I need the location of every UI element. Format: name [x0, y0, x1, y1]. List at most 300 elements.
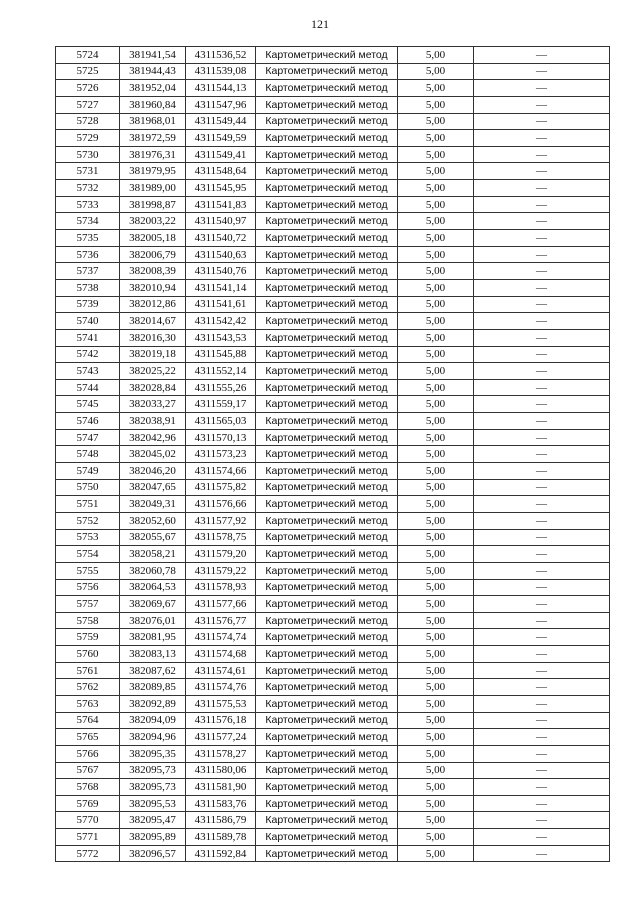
y-coordinate-cell: 4311577,66	[186, 596, 256, 613]
table-row	[56, 729, 610, 746]
description-cell: —	[474, 47, 610, 64]
point-number-cell: 5728	[56, 113, 120, 130]
x-coordinate-cell: 382012,86	[120, 296, 186, 313]
point-number-cell: 5770	[56, 812, 120, 829]
x-coordinate-cell: 382081,95	[120, 629, 186, 646]
x-coordinate-cell: 382095,73	[120, 779, 186, 796]
accuracy-cell: 5,00	[398, 829, 474, 846]
x-coordinate-cell: 382052,60	[120, 512, 186, 529]
accuracy-cell: 5,00	[398, 579, 474, 596]
method-cell: Картометрический метод	[256, 163, 398, 180]
accuracy-cell: 5,00	[398, 396, 474, 413]
table-row	[56, 47, 610, 64]
description-cell: —	[474, 463, 610, 480]
x-coordinate-cell: 382006,79	[120, 246, 186, 263]
y-coordinate-cell: 4311540,72	[186, 230, 256, 247]
point-number-cell: 5764	[56, 712, 120, 729]
method-cell: Картометрический метод	[256, 413, 398, 430]
y-coordinate-cell: 4311592,84	[186, 845, 256, 862]
table-row	[56, 579, 610, 596]
y-coordinate-cell: 4311541,61	[186, 296, 256, 313]
table-row	[56, 546, 610, 563]
accuracy-cell: 5,00	[398, 230, 474, 247]
table-row	[56, 113, 610, 130]
method-cell: Картометрический метод	[256, 529, 398, 546]
accuracy-cell: 5,00	[398, 695, 474, 712]
x-coordinate-cell: 382014,67	[120, 313, 186, 330]
y-coordinate-cell: 4311541,14	[186, 279, 256, 296]
y-coordinate-cell: 4311539,08	[186, 63, 256, 80]
accuracy-cell: 5,00	[398, 130, 474, 147]
method-cell: Картометрический метод	[256, 779, 398, 796]
point-number-cell: 5740	[56, 313, 120, 330]
table-row	[56, 263, 610, 280]
y-coordinate-cell: 4311586,79	[186, 812, 256, 829]
method-cell: Картометрический метод	[256, 562, 398, 579]
point-number-cell: 5750	[56, 479, 120, 496]
table-row	[56, 479, 610, 496]
point-number-cell: 5765	[56, 729, 120, 746]
accuracy-cell: 5,00	[398, 845, 474, 862]
x-coordinate-cell: 381989,00	[120, 180, 186, 197]
description-cell: —	[474, 429, 610, 446]
point-number-cell: 5772	[56, 845, 120, 862]
method-cell: Картометрический метод	[256, 695, 398, 712]
x-coordinate-cell: 382083,13	[120, 646, 186, 663]
point-number-cell: 5761	[56, 662, 120, 679]
table-row	[56, 829, 610, 846]
method-cell: Картометрический метод	[256, 379, 398, 396]
description-cell: —	[474, 612, 610, 629]
description-cell: —	[474, 679, 610, 696]
y-coordinate-cell: 4311559,17	[186, 396, 256, 413]
table-row	[56, 146, 610, 163]
table-row	[56, 812, 610, 829]
x-coordinate-cell: 382094,96	[120, 729, 186, 746]
table-row	[56, 429, 610, 446]
table-row	[56, 695, 610, 712]
table-row	[56, 80, 610, 97]
x-coordinate-cell: 382087,62	[120, 662, 186, 679]
y-coordinate-cell: 4311547,96	[186, 96, 256, 113]
point-number-cell: 5769	[56, 795, 120, 812]
table-row	[56, 163, 610, 180]
point-number-cell: 5742	[56, 346, 120, 363]
description-cell: —	[474, 313, 610, 330]
accuracy-cell: 5,00	[398, 329, 474, 346]
y-coordinate-cell: 4311578,75	[186, 529, 256, 546]
table-row	[56, 496, 610, 513]
accuracy-cell: 5,00	[398, 596, 474, 613]
method-cell: Картометрический метод	[256, 446, 398, 463]
point-number-cell: 5725	[56, 63, 120, 80]
accuracy-cell: 5,00	[398, 313, 474, 330]
accuracy-cell: 5,00	[398, 496, 474, 513]
y-coordinate-cell: 4311575,82	[186, 479, 256, 496]
accuracy-cell: 5,00	[398, 213, 474, 230]
description-cell: —	[474, 379, 610, 396]
accuracy-cell: 5,00	[398, 63, 474, 80]
accuracy-cell: 5,00	[398, 363, 474, 380]
method-cell: Картометрический метод	[256, 812, 398, 829]
description-cell: —	[474, 779, 610, 796]
accuracy-cell: 5,00	[398, 196, 474, 213]
x-coordinate-cell: 382095,53	[120, 795, 186, 812]
point-number-cell: 5767	[56, 762, 120, 779]
method-cell: Картометрический метод	[256, 113, 398, 130]
method-cell: Картометрический метод	[256, 263, 398, 280]
table-body	[56, 47, 610, 862]
method-cell: Картометрический метод	[256, 180, 398, 197]
point-number-cell: 5755	[56, 562, 120, 579]
point-number-cell: 5751	[56, 496, 120, 513]
y-coordinate-cell: 4311565,03	[186, 413, 256, 430]
x-coordinate-cell: 382005,18	[120, 230, 186, 247]
method-cell: Картометрический метод	[256, 546, 398, 563]
accuracy-cell: 5,00	[398, 180, 474, 197]
page-number: 121	[311, 17, 329, 31]
table-row	[56, 446, 610, 463]
accuracy-cell: 5,00	[398, 745, 474, 762]
x-coordinate-cell: 382060,78	[120, 562, 186, 579]
point-number-cell: 5756	[56, 579, 120, 596]
accuracy-cell: 5,00	[398, 379, 474, 396]
method-cell: Картометрический метод	[256, 363, 398, 380]
y-coordinate-cell: 4311545,88	[186, 346, 256, 363]
point-number-cell: 5758	[56, 612, 120, 629]
method-cell: Картометрический метод	[256, 80, 398, 97]
description-cell: —	[474, 829, 610, 846]
method-cell: Картометрический метод	[256, 130, 398, 147]
description-cell: —	[474, 479, 610, 496]
point-number-cell: 5741	[56, 329, 120, 346]
y-coordinate-cell: 4311575,53	[186, 695, 256, 712]
point-number-cell: 5744	[56, 379, 120, 396]
point-number-cell: 5734	[56, 213, 120, 230]
y-coordinate-cell: 4311542,42	[186, 313, 256, 330]
x-coordinate-cell: 382045,02	[120, 446, 186, 463]
x-coordinate-cell: 382046,20	[120, 463, 186, 480]
method-cell: Картометрический метод	[256, 762, 398, 779]
x-coordinate-cell: 382028,84	[120, 379, 186, 396]
x-coordinate-cell: 382095,47	[120, 812, 186, 829]
accuracy-cell: 5,00	[398, 729, 474, 746]
description-cell: —	[474, 96, 610, 113]
point-number-cell: 5745	[56, 396, 120, 413]
accuracy-cell: 5,00	[398, 562, 474, 579]
y-coordinate-cell: 4311549,41	[186, 146, 256, 163]
description-cell: —	[474, 346, 610, 363]
table-row	[56, 363, 610, 380]
accuracy-cell: 5,00	[398, 346, 474, 363]
accuracy-cell: 5,00	[398, 779, 474, 796]
description-cell: —	[474, 413, 610, 430]
method-cell: Картометрический метод	[256, 496, 398, 513]
accuracy-cell: 5,00	[398, 646, 474, 663]
y-coordinate-cell: 4311549,44	[186, 113, 256, 130]
y-coordinate-cell: 4311540,97	[186, 213, 256, 230]
description-cell: —	[474, 80, 610, 97]
x-coordinate-cell: 381972,59	[120, 130, 186, 147]
table-row	[56, 96, 610, 113]
method-cell: Картометрический метод	[256, 396, 398, 413]
table-row	[56, 845, 610, 862]
table-row	[56, 646, 610, 663]
table-row	[56, 662, 610, 679]
table-row	[56, 463, 610, 480]
point-number-cell: 5757	[56, 596, 120, 613]
point-number-cell: 5739	[56, 296, 120, 313]
description-cell: —	[474, 363, 610, 380]
y-coordinate-cell: 4311545,95	[186, 180, 256, 197]
y-coordinate-cell: 4311548,64	[186, 163, 256, 180]
x-coordinate-cell: 382049,31	[120, 496, 186, 513]
accuracy-cell: 5,00	[398, 529, 474, 546]
method-cell: Картометрический метод	[256, 612, 398, 629]
y-coordinate-cell: 4311574,68	[186, 646, 256, 663]
x-coordinate-cell: 382033,27	[120, 396, 186, 413]
y-coordinate-cell: 4311574,66	[186, 463, 256, 480]
y-coordinate-cell: 4311574,74	[186, 629, 256, 646]
accuracy-cell: 5,00	[398, 546, 474, 563]
table-row	[56, 762, 610, 779]
description-cell: —	[474, 180, 610, 197]
table-row	[56, 313, 610, 330]
y-coordinate-cell: 4311581,90	[186, 779, 256, 796]
description-cell: —	[474, 845, 610, 862]
method-cell: Картометрический метод	[256, 213, 398, 230]
y-coordinate-cell: 4311570,13	[186, 429, 256, 446]
table-row	[56, 712, 610, 729]
y-coordinate-cell: 4311578,93	[186, 579, 256, 596]
x-coordinate-cell: 382096,57	[120, 845, 186, 862]
description-cell: —	[474, 146, 610, 163]
y-coordinate-cell: 4311579,22	[186, 562, 256, 579]
x-coordinate-cell: 382008,39	[120, 263, 186, 280]
x-coordinate-cell: 382092,89	[120, 695, 186, 712]
description-cell: —	[474, 63, 610, 80]
accuracy-cell: 5,00	[398, 146, 474, 163]
description-cell: —	[474, 662, 610, 679]
accuracy-cell: 5,00	[398, 512, 474, 529]
method-cell: Картометрический метод	[256, 47, 398, 64]
description-cell: —	[474, 795, 610, 812]
table-row	[56, 529, 610, 546]
method-cell: Картометрический метод	[256, 646, 398, 663]
y-coordinate-cell: 4311580,06	[186, 762, 256, 779]
accuracy-cell: 5,00	[398, 96, 474, 113]
point-number-cell: 5738	[56, 279, 120, 296]
accuracy-cell: 5,00	[398, 113, 474, 130]
description-cell: —	[474, 546, 610, 563]
y-coordinate-cell: 4311576,66	[186, 496, 256, 513]
method-cell: Картометрический метод	[256, 246, 398, 263]
table-row	[56, 512, 610, 529]
method-cell: Картометрический метод	[256, 479, 398, 496]
table-row	[56, 596, 610, 613]
table-row	[56, 246, 610, 263]
x-coordinate-cell: 382003,22	[120, 213, 186, 230]
method-cell: Картометрический метод	[256, 512, 398, 529]
x-coordinate-cell: 381976,31	[120, 146, 186, 163]
x-coordinate-cell: 381960,84	[120, 96, 186, 113]
table-row	[56, 745, 610, 762]
point-number-cell: 5753	[56, 529, 120, 546]
table-row	[56, 130, 610, 147]
x-coordinate-cell: 382019,18	[120, 346, 186, 363]
x-coordinate-cell: 381952,04	[120, 80, 186, 97]
x-coordinate-cell: 382095,35	[120, 745, 186, 762]
y-coordinate-cell: 4311578,27	[186, 745, 256, 762]
description-cell: —	[474, 812, 610, 829]
description-cell: —	[474, 596, 610, 613]
point-number-cell: 5726	[56, 80, 120, 97]
description-cell: —	[474, 512, 610, 529]
accuracy-cell: 5,00	[398, 795, 474, 812]
accuracy-cell: 5,00	[398, 296, 474, 313]
x-coordinate-cell: 382089,85	[120, 679, 186, 696]
x-coordinate-cell: 382055,67	[120, 529, 186, 546]
accuracy-cell: 5,00	[398, 463, 474, 480]
point-number-cell: 5732	[56, 180, 120, 197]
description-cell: —	[474, 213, 610, 230]
method-cell: Картометрический метод	[256, 829, 398, 846]
method-cell: Картометрический метод	[256, 745, 398, 762]
table-row	[56, 679, 610, 696]
y-coordinate-cell: 4311576,18	[186, 712, 256, 729]
point-number-cell: 5768	[56, 779, 120, 796]
method-cell: Картометрический метод	[256, 679, 398, 696]
accuracy-cell: 5,00	[398, 246, 474, 263]
method-cell: Картометрический метод	[256, 296, 398, 313]
description-cell: —	[474, 296, 610, 313]
method-cell: Картометрический метод	[256, 729, 398, 746]
accuracy-cell: 5,00	[398, 163, 474, 180]
method-cell: Картометрический метод	[256, 662, 398, 679]
description-cell: —	[474, 579, 610, 596]
accuracy-cell: 5,00	[398, 413, 474, 430]
table-row	[56, 196, 610, 213]
point-number-cell: 5752	[56, 512, 120, 529]
table-row	[56, 63, 610, 80]
table-row	[56, 562, 610, 579]
x-coordinate-cell: 382076,01	[120, 612, 186, 629]
accuracy-cell: 5,00	[398, 679, 474, 696]
description-cell: —	[474, 712, 610, 729]
y-coordinate-cell: 4311549,59	[186, 130, 256, 147]
x-coordinate-cell: 381944,43	[120, 63, 186, 80]
x-coordinate-cell: 382095,73	[120, 762, 186, 779]
x-coordinate-cell: 382016,30	[120, 329, 186, 346]
description-cell: —	[474, 695, 610, 712]
y-coordinate-cell: 4311574,61	[186, 662, 256, 679]
table-row	[56, 779, 610, 796]
description-cell: —	[474, 446, 610, 463]
y-coordinate-cell: 4311576,77	[186, 612, 256, 629]
table-row	[56, 379, 610, 396]
y-coordinate-cell: 4311541,83	[186, 196, 256, 213]
table-row	[56, 296, 610, 313]
y-coordinate-cell: 4311543,53	[186, 329, 256, 346]
accuracy-cell: 5,00	[398, 279, 474, 296]
table-row	[56, 230, 610, 247]
point-number-cell: 5743	[56, 363, 120, 380]
accuracy-cell: 5,00	[398, 662, 474, 679]
method-cell: Картометрический метод	[256, 230, 398, 247]
x-coordinate-cell: 382042,96	[120, 429, 186, 446]
y-coordinate-cell: 4311555,26	[186, 379, 256, 396]
description-cell: —	[474, 263, 610, 280]
description-cell: —	[474, 113, 610, 130]
point-number-cell: 5748	[56, 446, 120, 463]
y-coordinate-cell: 4311579,20	[186, 546, 256, 563]
point-number-cell: 5731	[56, 163, 120, 180]
y-coordinate-cell: 4311573,23	[186, 446, 256, 463]
point-number-cell: 5733	[56, 196, 120, 213]
y-coordinate-cell: 4311552,14	[186, 363, 256, 380]
point-number-cell: 5749	[56, 463, 120, 480]
description-cell: —	[474, 646, 610, 663]
point-number-cell: 5760	[56, 646, 120, 663]
y-coordinate-cell: 4311574,76	[186, 679, 256, 696]
accuracy-cell: 5,00	[398, 80, 474, 97]
y-coordinate-cell: 4311577,92	[186, 512, 256, 529]
accuracy-cell: 5,00	[398, 429, 474, 446]
point-number-cell: 5724	[56, 47, 120, 64]
y-coordinate-cell: 4311583,76	[186, 795, 256, 812]
method-cell: Картометрический метод	[256, 279, 398, 296]
x-coordinate-cell: 382064,53	[120, 579, 186, 596]
table-row	[56, 180, 610, 197]
table-row	[56, 629, 610, 646]
method-cell: Картометрический метод	[256, 329, 398, 346]
point-number-cell: 5759	[56, 629, 120, 646]
point-number-cell: 5736	[56, 246, 120, 263]
point-number-cell: 5746	[56, 413, 120, 430]
description-cell: —	[474, 529, 610, 546]
description-cell: —	[474, 496, 610, 513]
x-coordinate-cell: 381979,95	[120, 163, 186, 180]
table-row	[56, 795, 610, 812]
method-cell: Картометрический метод	[256, 429, 398, 446]
x-coordinate-cell: 381941,54	[120, 47, 186, 64]
method-cell: Картометрический метод	[256, 629, 398, 646]
description-cell: —	[474, 562, 610, 579]
description-cell: —	[474, 246, 610, 263]
method-cell: Картометрический метод	[256, 96, 398, 113]
point-number-cell: 5729	[56, 130, 120, 147]
method-cell: Картометрический метод	[256, 712, 398, 729]
x-coordinate-cell: 382038,91	[120, 413, 186, 430]
accuracy-cell: 5,00	[398, 446, 474, 463]
point-number-cell: 5747	[56, 429, 120, 446]
table-row	[56, 279, 610, 296]
method-cell: Картометрический метод	[256, 596, 398, 613]
method-cell: Картометрический метод	[256, 146, 398, 163]
method-cell: Картометрический метод	[256, 313, 398, 330]
accuracy-cell: 5,00	[398, 479, 474, 496]
y-coordinate-cell: 4311536,52	[186, 47, 256, 64]
x-coordinate-cell: 382025,22	[120, 363, 186, 380]
description-cell: —	[474, 396, 610, 413]
description-cell: —	[474, 279, 610, 296]
table-row	[56, 213, 610, 230]
coordinates-table	[55, 46, 610, 862]
accuracy-cell: 5,00	[398, 47, 474, 64]
y-coordinate-cell: 4311540,63	[186, 246, 256, 263]
description-cell: —	[474, 230, 610, 247]
description-cell: —	[474, 329, 610, 346]
